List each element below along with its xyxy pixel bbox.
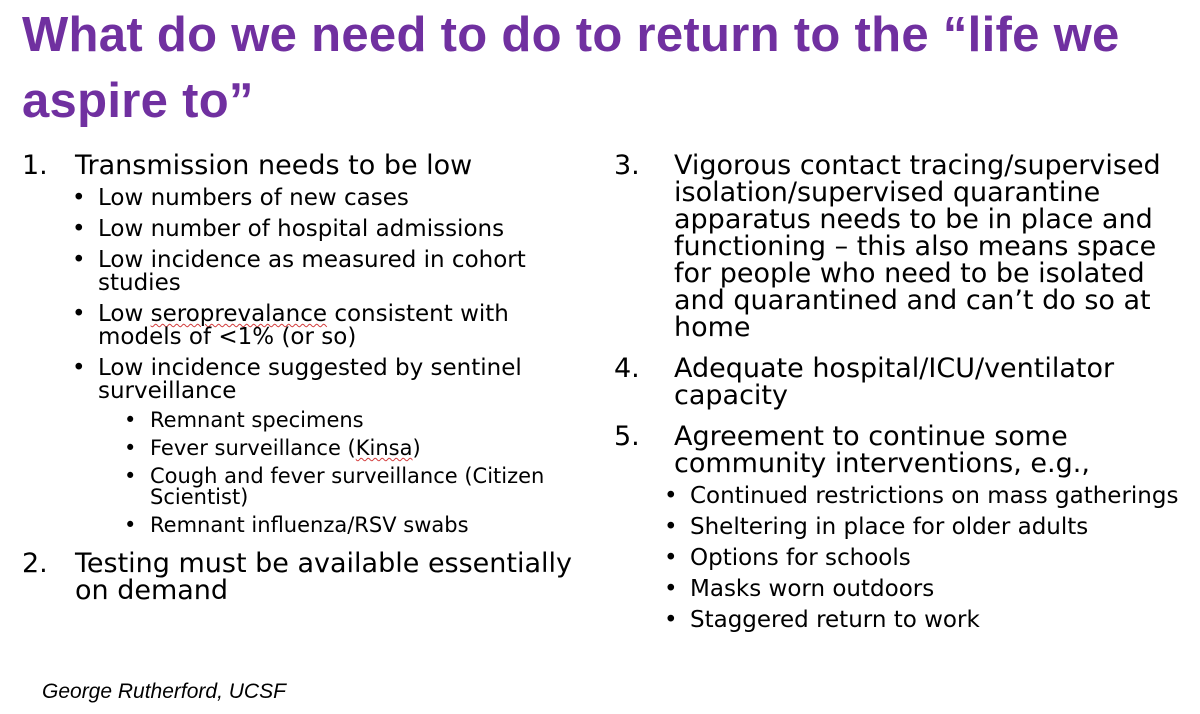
sub-sub-item-text: Remnant influenza/RSV swabs xyxy=(150,513,469,537)
sub-sub-item xyxy=(124,438,587,459)
sub-item xyxy=(664,547,1184,570)
sub-item-text: Masks worn outdoors xyxy=(690,576,935,602)
list-item-2 xyxy=(22,550,587,604)
text-segment: Low xyxy=(98,301,151,327)
item-text: Vigorous contact tracing/supervised isolation/supervised quarantine apparatus needs to be in place and functioning – this also means space for people who need to be isolated and quarantined and can’t do so at home xyxy=(674,150,1161,343)
bullet-icon: • xyxy=(124,464,137,488)
bullet-icon: • xyxy=(664,576,678,602)
item-number: 3. xyxy=(614,150,640,181)
bullet-icon: • xyxy=(664,483,678,509)
sub-sub-item-text xyxy=(150,438,587,459)
sub-item xyxy=(664,609,1184,632)
list-item-5 xyxy=(614,423,1184,477)
sub-item xyxy=(72,187,587,210)
bullet-icon: • xyxy=(124,408,137,432)
sub-sub-item xyxy=(124,466,587,508)
author-credit: George Rutherford, UCSF xyxy=(42,680,286,703)
sub-sub-item-text: Cough and fever surveillance (Citizen Scientist) xyxy=(150,464,545,509)
sub-sub-item xyxy=(124,410,587,431)
list-item-1 xyxy=(22,152,587,179)
bullet-icon: • xyxy=(124,513,137,537)
sub-item xyxy=(72,218,587,241)
slide-title: What do we need to do to return to the “life we aspire to” xyxy=(22,8,1120,128)
bullet-icon: • xyxy=(664,545,678,571)
text-segment: consistent with models of <1% (or so) xyxy=(98,301,509,350)
sub-item-text: Low numbers of new cases xyxy=(98,185,409,211)
item-number: 5. xyxy=(614,421,640,452)
item-number: 2. xyxy=(22,548,48,579)
item-text: Testing must be available essentially on demand xyxy=(75,548,573,606)
bullet-icon: • xyxy=(664,607,678,633)
sub-item xyxy=(72,249,587,295)
item-text: Adequate hospital/ICU/ventilator capacity xyxy=(674,353,1115,411)
left-column xyxy=(22,152,587,604)
text-segment: Fever surveillance ( xyxy=(150,436,356,460)
bullet-icon: • xyxy=(664,514,678,540)
bullet-icon: • xyxy=(72,301,86,327)
sub-item-text: Options for schools xyxy=(690,545,911,571)
sub-item-text: Sheltering in place for older adults xyxy=(690,514,1089,540)
right-column xyxy=(614,152,1184,632)
sub-item xyxy=(664,578,1184,601)
sub-item xyxy=(664,485,1184,508)
sub-sub-item xyxy=(124,515,587,536)
list-item-3 xyxy=(614,152,1184,341)
sub-item-text: Low incidence suggested by sentinel surveillance xyxy=(98,355,522,404)
sub-item-text: Low number of hospital admissions xyxy=(98,216,505,242)
bullet-icon: • xyxy=(72,355,86,381)
sub-item-text: Low incidence as measured in cohort studies xyxy=(98,247,526,296)
item-number: 4. xyxy=(614,353,640,384)
item-text: Transmission needs to be low xyxy=(75,150,473,181)
bullet-icon: • xyxy=(124,436,137,460)
bullet-icon: • xyxy=(72,247,86,273)
sub-item-text: Staggered return to work xyxy=(690,607,980,633)
item-number: 1. xyxy=(22,150,48,181)
text-segment: ) xyxy=(412,436,421,460)
misspelled-word: Kinsa xyxy=(355,436,413,460)
sub-item-text xyxy=(98,303,587,349)
sub-item xyxy=(72,303,587,349)
bullet-icon: • xyxy=(72,185,86,211)
sub-item xyxy=(664,516,1184,539)
item-text: Agreement to continue some community interventions, e.g., xyxy=(674,421,1090,479)
bullet-icon: • xyxy=(72,216,86,242)
sub-item-text: Continued restrictions on mass gatherings xyxy=(690,483,1179,509)
sub-sub-item-text: Remnant specimens xyxy=(150,408,364,432)
misspelled-word: seroprevalance xyxy=(150,301,328,327)
sub-item xyxy=(72,357,587,403)
list-item-4 xyxy=(614,355,1184,409)
